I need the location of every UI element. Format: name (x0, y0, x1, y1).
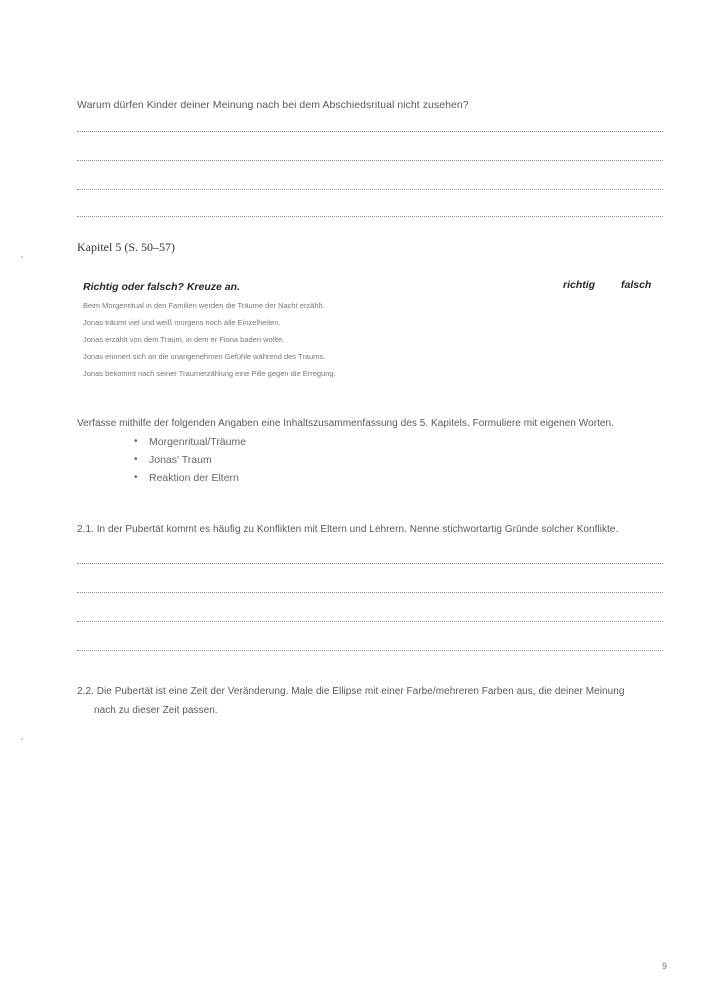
bullet-item: • Jonas' Traum (149, 451, 246, 469)
task-2-2-line-1: 2.2. Die Pubertät ist eine Zeit der Veränderung. Male die Ellipse mit einer Farbe/mehreren Farben aus, die deiner Meinung (77, 686, 625, 697)
answer-line[interactable] (77, 216, 663, 217)
bullet-icon: • (134, 472, 138, 483)
margin-mark (21, 256, 23, 258)
column-header-true: richtig (563, 279, 596, 291)
answer-line[interactable] (77, 563, 663, 564)
answer-line[interactable] (77, 160, 663, 161)
statement-2: Jonas träumt viel und weiß morgens noch alle Einzelheiten. (83, 318, 281, 327)
statement-5: Jonas bekommt nach seiner Traumerzählung eine Pille gegen die Erregung. (83, 369, 336, 378)
task-2-2-line-2: nach zu dieser Zeit passen. (94, 705, 218, 716)
statement-1: Beim Morgenritual in den Familien werden die Träume der Nacht erzählt. (83, 301, 325, 310)
margin-mark (21, 738, 23, 740)
chapter-heading: Kapitel 5 (S. 50–57) (77, 240, 175, 254)
column-header-false: falsch (621, 279, 652, 291)
statement-3: Jonas erzählt von dem Traum, in dem er Fiona baden wollte. (83, 335, 285, 344)
bullet-icon: • (134, 454, 138, 465)
answer-line[interactable] (77, 592, 663, 593)
summary-task-text: Verfasse mithilfe der folgenden Angaben eine Inhaltszusammenfassung des 5. Kapitels. Formuliere mit eigenen Worten. (77, 418, 614, 429)
page-number: 9 (662, 961, 668, 971)
true-false-instruction: Richtig oder falsch? Kreuze an. (83, 281, 240, 293)
answer-line[interactable] (77, 621, 663, 622)
answer-line[interactable] (77, 189, 663, 190)
statement-4: Jonas erinnert sich an die unangenehmen Gefühle während des Traums. (83, 352, 326, 361)
bullet-item: • Morgenritual/Träume (149, 433, 246, 451)
bullet-icon: • (134, 436, 138, 447)
answer-line[interactable] (77, 650, 663, 651)
answer-line[interactable] (77, 131, 663, 132)
bullet-item: • Reaktion der Eltern (149, 469, 246, 487)
question-1-text: Warum dürfen Kinder deiner Meinung nach bei dem Abschiedsritual nicht zusehen? (77, 99, 469, 111)
summary-bullet-list (134, 433, 247, 487)
task-2-1-text: 2.1. In der Pubertät kommt es häufig zu Konflikten mit Eltern und Lehrern. Nenne stichwortartig Gründe solcher Konflikte. (77, 524, 619, 535)
